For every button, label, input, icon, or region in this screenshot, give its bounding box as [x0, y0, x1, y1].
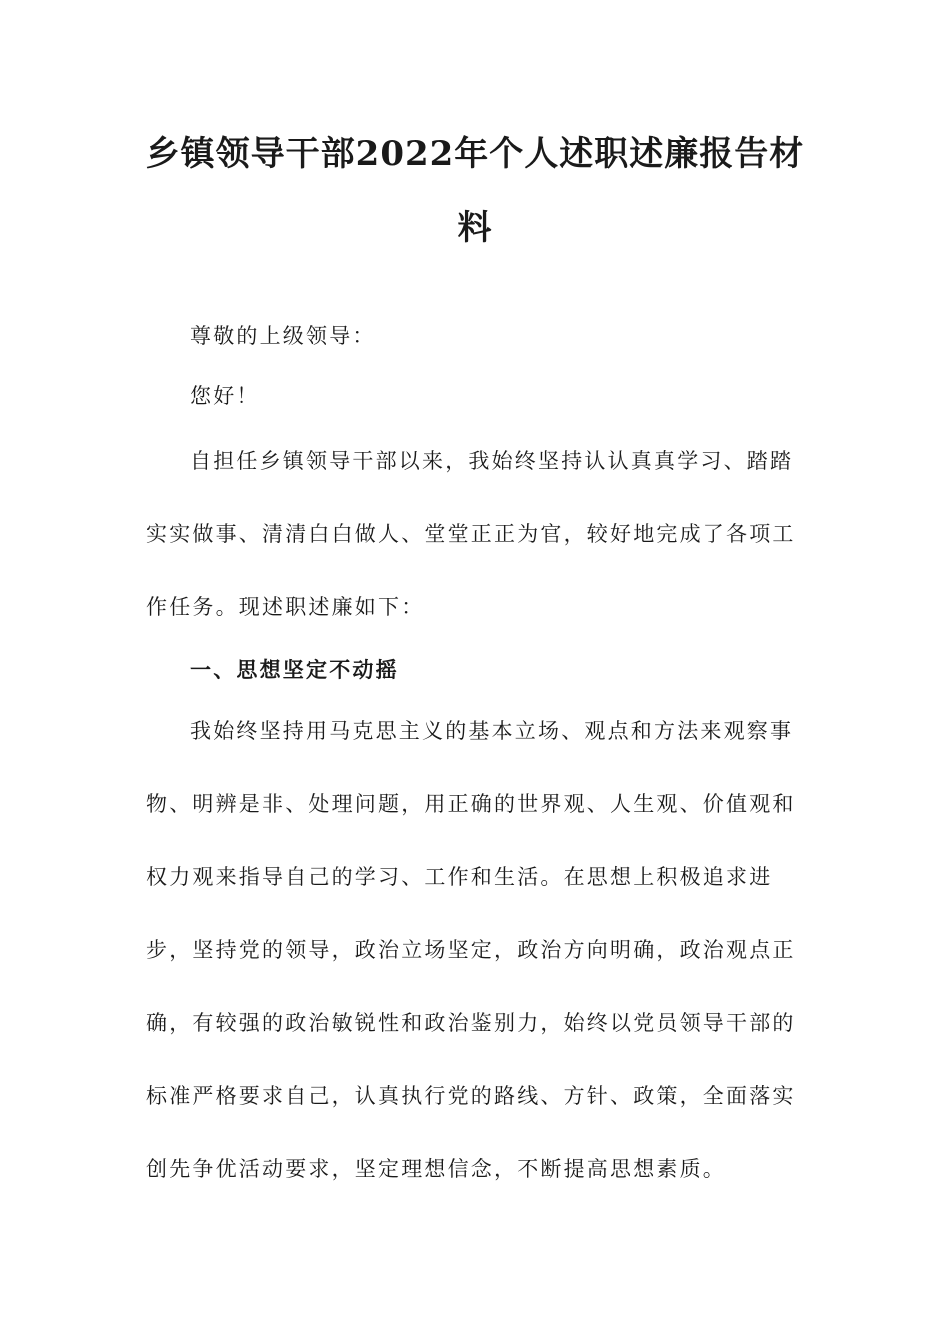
salutation: 尊敬的上级领导： — [190, 324, 376, 348]
section-heading-1: 一、思想坚定不动摇 — [190, 657, 399, 682]
greeting: 您好！ — [190, 384, 260, 408]
document-title-line-2: 料 — [457, 208, 493, 248]
document-title-line-1: 乡镇领导干部2022年个人述职述廉报告材 — [145, 134, 805, 174]
section-1-paragraph: 我始终坚持用马克思主义的基本立场、观点和方法来观察事物、明辨是非、处理问题，用正确的世界观、人生观、价值观和权力观来指导自己的学习、工作和生活。在思想上积极追求进步，坚持党的领导，政治立场坚定，政治方向明确，政治观点正确，有较强的政治敏锐性和政治鉴别力，始终以党员领导干部的标准严格要求自己，认真执行党的路线、方针、政策，全面落实创先争优活动要求，坚定理想信念，不断提高思想素质。 — [146, 719, 796, 1181]
intro-paragraph: 自担任乡镇领导干部以来，我始终坚持认认真真学习、踏踏实实做事、清清白白做人、堂堂正正为官，较好地完成了各项工作任务。现述职述廉如下： — [146, 449, 796, 619]
